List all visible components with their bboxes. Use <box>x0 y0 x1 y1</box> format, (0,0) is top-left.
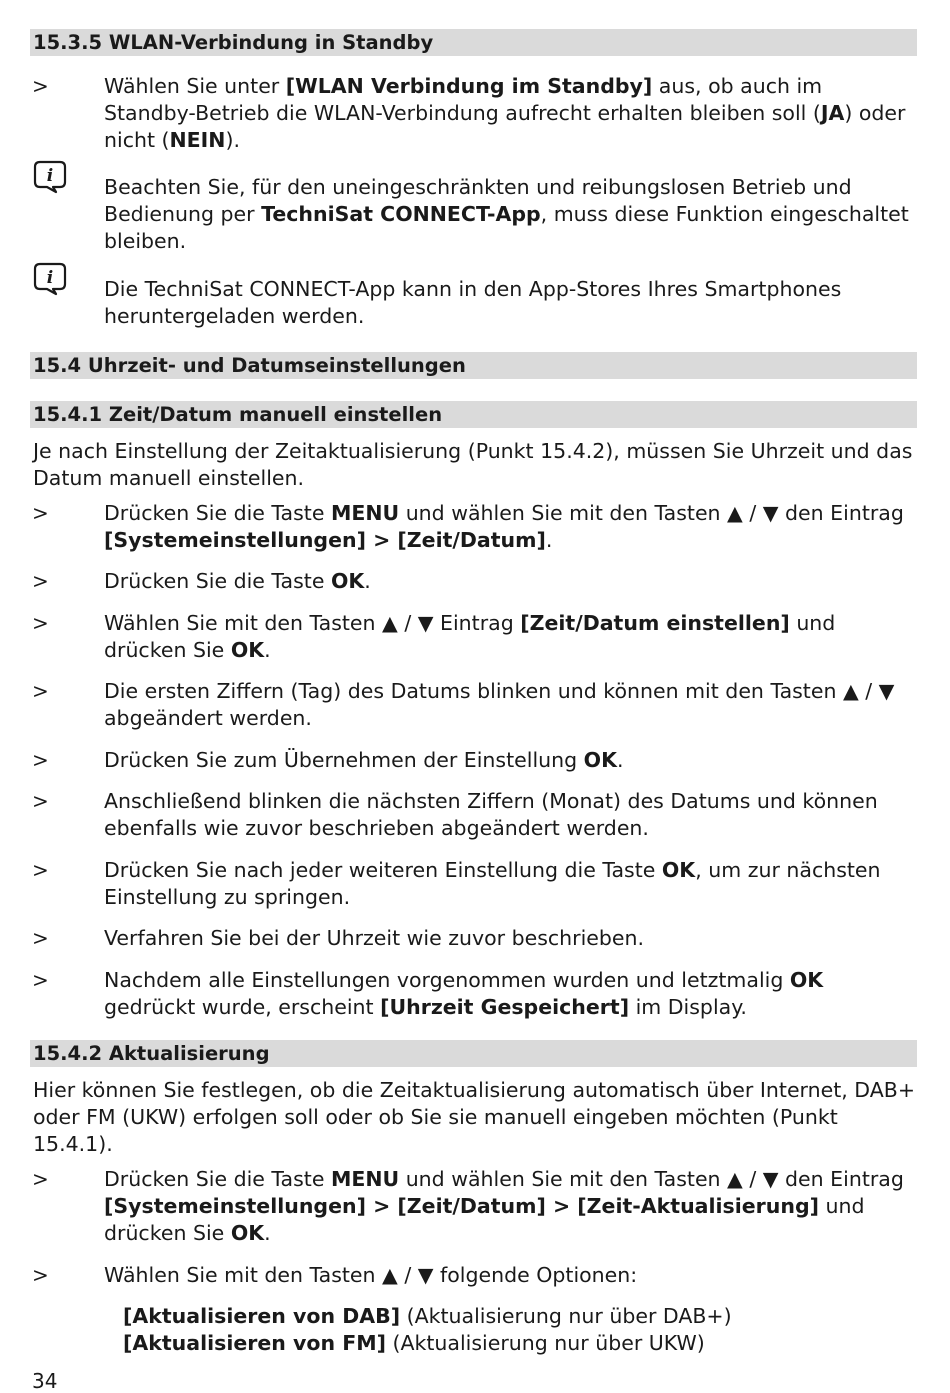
option-fm: [Aktualisieren von FM] (Aktualisierung nur über UKW) <box>123 1331 705 1355</box>
option-dab: [Aktualisieren von DAB] (Aktualisierung nur über DAB+) <box>123 1304 732 1328</box>
bullet-marker: > <box>32 858 49 882</box>
bullet-marker: > <box>32 926 49 950</box>
bullet-marker: > <box>32 74 49 98</box>
bullet-marker: > <box>32 611 49 635</box>
section-heading-15-4-2: 15.4.2 Aktualisierung <box>30 1040 917 1067</box>
bullet-marker: > <box>32 1167 49 1191</box>
bullet-marker: > <box>32 748 49 772</box>
step-ok: Drücken Sie die Taste OK. <box>104 569 371 593</box>
bullet-marker: > <box>32 501 49 525</box>
bullet-marker: > <box>32 679 49 703</box>
intro-paragraph: Je nach Einstellung der Zeitaktualisierung (Punkt 15.4.2), müssen Sie Uhrzeit und das Datum manuell einstellen. <box>33 439 913 490</box>
step-saved: Nachdem alle Einstellungen vorgenommen wurden und letztmalig OK gedrückt wurde, erscheint [Uhrzeit Gespeichert] im Display. <box>104 968 824 1019</box>
note-app-store: Die TechniSat CONNECT-App kann in den App-Stores Ihres Smartphones heruntergeladen werden. <box>104 277 842 328</box>
info-icon <box>33 160 67 194</box>
info-icon <box>33 262 67 296</box>
section-heading-15-4: 15.4 Uhrzeit- und Datumseinstellungen <box>30 352 917 379</box>
step-wlan-standby: Wählen Sie unter [WLAN Verbindung im Standby] aus, ob auch im Standby-Betrieb die WLAN-Verbindung aufrecht erhalten bleiben soll (JA) oder nicht (NEIN). <box>104 74 906 152</box>
bullet-marker: > <box>32 789 49 813</box>
bullet-marker: > <box>32 968 49 992</box>
section-heading-15-3-5: 15.3.5 WLAN-Verbindung in Standby <box>30 29 917 56</box>
step-menu-update: Drücken Sie die Taste MENU und wählen Sie mit den Tasten ▲ / ▼ den Eintrag [Systemeinstellungen] > [Zeit/Datum] > [Zeit-Aktualisierung] und drücken Sie OK. <box>104 1167 904 1245</box>
intro-paragraph: Hier können Sie festlegen, ob die Zeitaktualisierung automatisch über Internet, DAB+ oder FM (UKW) erfolgen soll oder ob Sie sie manuell eingeben möchten (Punkt 15.4.1). <box>33 1078 915 1156</box>
svg-text:i: i <box>46 166 54 186</box>
bullet-marker: > <box>32 1263 49 1287</box>
note-connect-app: Beachten Sie, für den uneingeschränkten und reibungslosen Betrieb und Bedienung per TechniSat CONNECT-App, muss diese Funktion eingeschaltet bleiben. <box>104 175 909 253</box>
step-time: Verfahren Sie bei der Uhrzeit wie zuvor beschrieben. <box>104 926 645 950</box>
step-confirm: Drücken Sie zum Übernehmen der Einstellung OK. <box>104 748 624 772</box>
svg-text:i: i <box>46 268 54 288</box>
step-next-setting: Drücken Sie nach jeder weiteren Einstellung die Taste OK, um zur nächsten Einstellung zu springen. <box>104 858 881 909</box>
step-options: Wählen Sie mit den Tasten ▲ / ▼ folgende Optionen: <box>104 1263 638 1287</box>
step-month-digits: Anschließend blinken die nächsten Ziffern (Monat) des Datums und können ebenfalls wie zuvor beschrieben abgeändert werden. <box>104 789 878 840</box>
step-select-entry: Wählen Sie mit den Tasten ▲ / ▼ Eintrag [Zeit/Datum einstellen] und drücken Sie OK. <box>104 611 836 662</box>
page-number: 34 <box>32 1369 58 1393</box>
step-menu: Drücken Sie die Taste MENU und wählen Sie mit den Tasten ▲ / ▼ den Eintrag [Systemeinstellungen] > [Zeit/Datum]. <box>104 501 904 552</box>
step-day-digits: Die ersten Ziffern (Tag) des Datums blinken und können mit den Tasten ▲ / ▼ abgeändert werden. <box>104 679 895 730</box>
bullet-marker: > <box>32 569 49 593</box>
section-heading-15-4-1: 15.4.1 Zeit/Datum manuell einstellen <box>30 401 917 428</box>
